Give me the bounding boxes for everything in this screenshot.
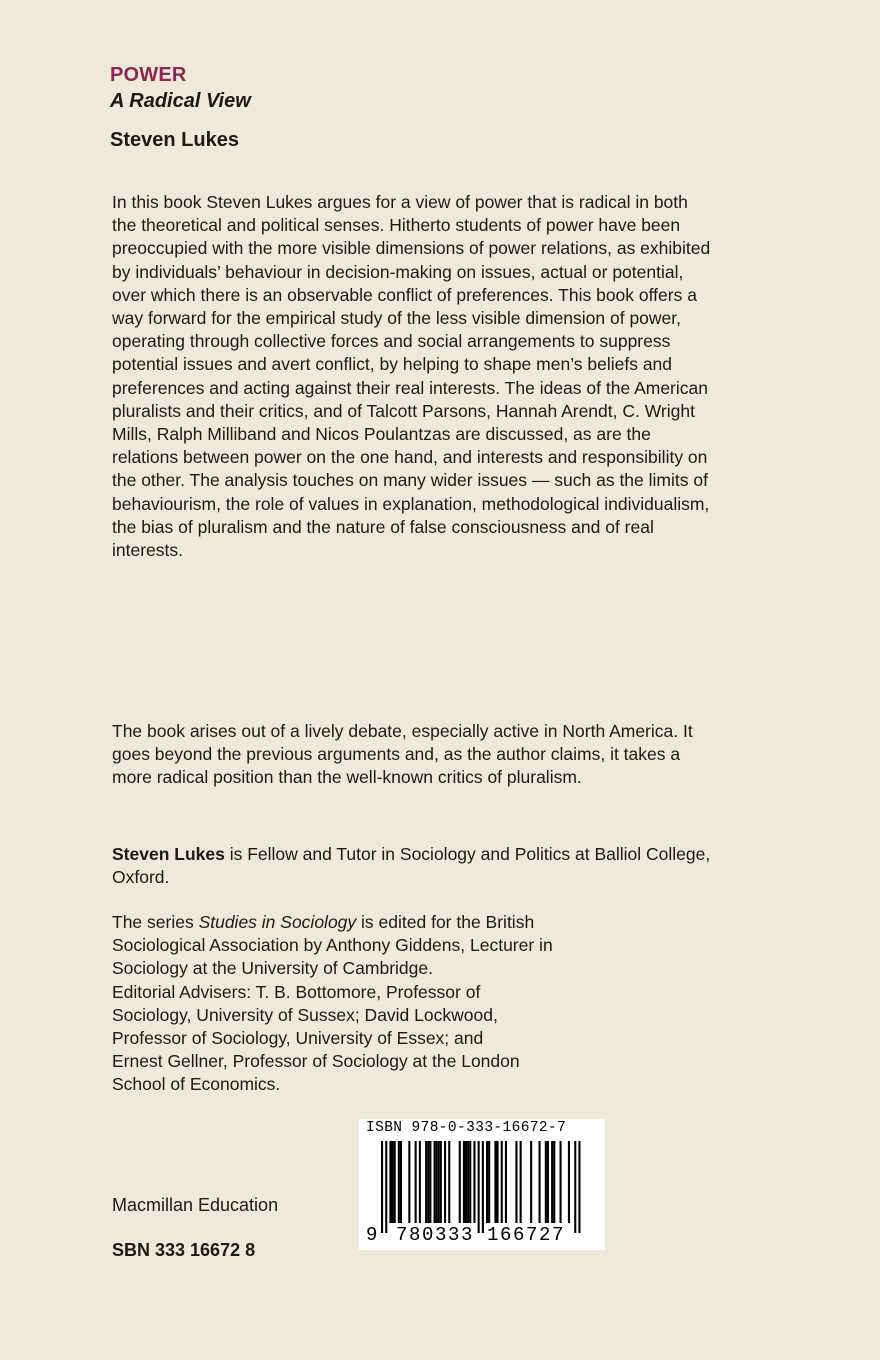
barcode-bar [408, 1141, 410, 1223]
isbn-label: ISBN 978-0-333-16672-7 [366, 1120, 567, 1136]
barcode-bar [448, 1141, 450, 1223]
context-paragraph: The book arises out of a lively debate, especially active in North America. It goes beyond the previous arguments and, as the author claims, it takes a more radical position than the well-known critics of pluralism. [112, 721, 693, 788]
barcode-bar [547, 1141, 549, 1223]
barcode-bar [539, 1141, 541, 1223]
barcode-bar [515, 1141, 517, 1223]
barcode-bar [415, 1141, 417, 1223]
ean-first-digit: 9 [366, 1224, 378, 1246]
barcode-bar [465, 1141, 467, 1223]
barcode-bar [473, 1141, 475, 1223]
barcode-bar [419, 1141, 421, 1223]
barcode-guard-bar [385, 1141, 387, 1233]
series-note-line-6: Professor of Sociology, University of Essex; and [112, 1028, 484, 1049]
author-bio [112, 843, 712, 889]
series-note-lead: The series [112, 912, 199, 932]
barcode-bar [427, 1141, 429, 1223]
barcode-bar [520, 1141, 522, 1223]
author-bio-name: Steven Lukes [112, 844, 225, 864]
barcode-bar [560, 1141, 562, 1223]
barcode-bar [440, 1141, 442, 1223]
barcode-bar [486, 1141, 488, 1223]
barcode-guard-bar [478, 1141, 480, 1233]
series-note-line-2: Sociological Association by Anthony Giddens, Lecturer in [112, 935, 553, 956]
barcode-guard-bar [381, 1141, 383, 1233]
barcode-bar [392, 1141, 394, 1223]
isbn-barcode [359, 1119, 605, 1250]
barcode-bar [488, 1141, 490, 1223]
publisher-name: Macmillan Education [112, 1195, 279, 1215]
author-bio-text: is Fellow and Tutor in Sociology and Politics at Balliol College, Oxford. [112, 844, 711, 888]
barcode-bar [545, 1141, 547, 1223]
ean-digits: 780333 166727 [396, 1224, 566, 1246]
barcode-bar [469, 1141, 471, 1223]
barcode-bar [434, 1141, 436, 1223]
barcode-bar [553, 1141, 555, 1223]
barcode-bar [467, 1141, 469, 1223]
series-note-line-3: Sociology at the University of Cambridge. [112, 958, 433, 979]
barcode-bar [530, 1141, 532, 1223]
barcode-bar [497, 1141, 499, 1223]
barcode-bar [425, 1141, 427, 1223]
barcode-bar [505, 1141, 507, 1223]
book-subtitle: A Radical View [110, 90, 251, 112]
series-note-line-8: School of Economics. [112, 1074, 281, 1095]
barcode-bar [389, 1141, 391, 1223]
barcode-guard-bar [482, 1141, 484, 1233]
barcode-bar [398, 1141, 400, 1223]
barcode-bar [429, 1141, 431, 1223]
author-name: Steven Lukes [110, 129, 239, 151]
series-note-line-1 [112, 911, 712, 934]
series-note-line-5: Sociology, University of Sussex; David Lockwood, [112, 1004, 498, 1025]
barcode-bar [394, 1141, 396, 1223]
barcode-guard-bar [578, 1141, 580, 1233]
barcode-bar [436, 1141, 438, 1223]
series-title: Studies in Sociology [198, 912, 357, 932]
barcode-bar [459, 1141, 461, 1223]
barcode-bar [494, 1141, 496, 1223]
barcode-bar [501, 1141, 503, 1223]
barcode-bar [551, 1141, 553, 1223]
description-paragraph: In this book Steven Lukes argues for a view of power that is radical in both the theoretical and political senses. Hitherto students of power have been preoccupied with the more visible dimensions of power relations, as exhibited by individuals’ behaviour in decision-making on issues, actual or potential, over which there is an observable conflict of preferences. This book offers a way forward for the empirical study of the less visible dimension of power, operating through collective forces and social arrangements to suppress potential issues and avert conflict, by helping to shape men’s beliefs and preferences and acting against their real interests. The ideas of the American pluralists and their critics, and of Talcott Parsons, Hannah Arendt, C. Wright Mills, Ralph Milliband and Nicos Poulantzas are discussed, as are the relations between power on the one hand, and interests and responsibility on the other. The analysis touches on many wider issues — such as the limits of behaviourism, the role of values in explanation, methodological individualism, the bias of pluralism and the nature of false consciousness and of real interests. [112, 192, 711, 561]
series-note-text: is edited for the British [356, 912, 535, 932]
barcode-bar [444, 1141, 446, 1223]
barcode-bar [463, 1141, 465, 1223]
barcode-bar [568, 1141, 570, 1223]
barcode-bar [400, 1141, 402, 1223]
series-label: POWER [110, 64, 187, 86]
series-note-line-4: Editorial Advisers: T. B. Bottomore, Professor of [112, 981, 481, 1002]
series-note [112, 911, 712, 1097]
barcode-guard-bar [574, 1141, 576, 1233]
barcode-bar [438, 1141, 440, 1223]
series-note-line-7: Ernest Gellner, Professor of Sociology at the London [112, 1051, 520, 1072]
sbn-number: SBN 333 16672 8 [112, 1240, 256, 1260]
